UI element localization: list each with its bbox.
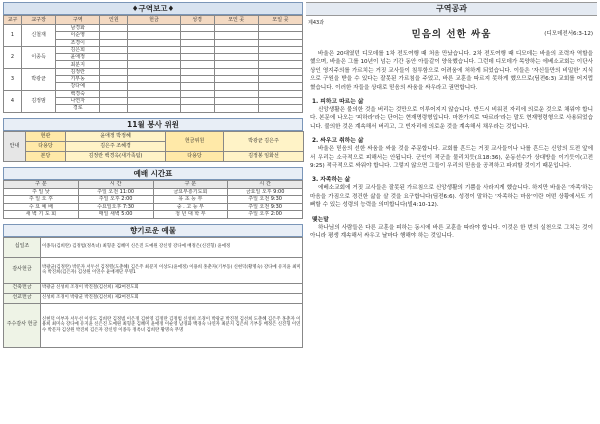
hall-tag: 다용당	[26, 141, 66, 151]
table-cell: 주일 오전 11:00	[78, 188, 153, 196]
offering-names: 박광균 신성희 조경이 박진철(김선희) 제2여전도회	[41, 283, 303, 293]
entrance-names: 윤애정 박정혜	[66, 131, 166, 141]
offering-names: 신현덕 이부자 서두선 이상도 김희란 김정범 이은정 김현영 김정란 김정범 신성희 조경이 박광균 박진철 김선희 도춘혜 김은주 홍춘자 이용희 최미숙 강다예 유지윤 신은진 도예원 최형준 김혜미 윤애정 이순영 남경화 백경숙 나연자 최분지 김은희 기부동 배정은 신진형 이연수 박문자 김상원 박진희 김은자 강신영 이종득 정옥녀 김희란 황명숙 무명	[41, 303, 303, 347]
lesson-body	[306, 50, 597, 241]
hall-duty-label: 다용당	[166, 151, 224, 161]
column-header: 구 분	[4, 180, 79, 188]
table-cell: 새 벽 기 도 회	[4, 211, 79, 219]
left-column	[3, 2, 303, 422]
worship-schedule-table	[3, 180, 303, 219]
offerings-title: 향기로운 예물	[3, 224, 303, 237]
district-name: 이순영	[56, 32, 100, 39]
parish-number: 4	[4, 90, 22, 112]
section-paragraph: 신앙생활은 불의한 것을 버리는 것만으로 이루어지지 않습니다. 반드시 비워진 자리에 의로운 것으로 채워야 합니다. 본문에 나오는 '피하라'라는 단어는 현재명령형입니다. 마찬가지로 '따르라'라는 말도 현재명령형으로 사용되었습니다. 불의한 것은 계속해서 버리고, 그 빈자리에 의로운 것을 계속해서 채우라는 것입니다.	[310, 107, 593, 130]
table-row	[4, 237, 303, 257]
table-row	[4, 211, 303, 219]
district-name: 강다예	[56, 83, 100, 90]
table-cell: 유 초 등 부	[153, 196, 228, 204]
table-cell: 매일 새벽 5:00	[78, 211, 153, 219]
hall-names: 김은주 조혜경	[66, 141, 166, 151]
offerings-table	[3, 237, 303, 348]
table-cell: 수 요 예 배	[4, 203, 79, 211]
table-cell: 주일 오후 2:00	[78, 196, 153, 204]
table-cell: 주일 오후 2:00	[228, 211, 303, 219]
table-row	[4, 151, 304, 161]
offering-names: 박광균(김정란) 박문자 서두선 김정렬(도춘혜) 김은주 최분지 이상도(윤애정) 이용희 홍춘자(기부동) 신현덕(황명숙) 강다예 유지윤 최미숙 박진희(김은자) 김상원 이연수 윤애재단 무명1	[41, 257, 303, 283]
district-report-title: ♦구역보고♦	[3, 2, 303, 15]
offering-names: 이종득(김희란) 김정범(정옥녀) 최형준 김혜미 신은진 도예원 강신영 강다예 배정은(신진형) 윤애정	[41, 237, 303, 257]
table-row	[4, 90, 303, 97]
district-name: 김정란	[56, 68, 100, 75]
table-row	[4, 188, 303, 196]
district-name: 남경화	[56, 25, 100, 32]
parish-number: 3	[4, 68, 22, 90]
offering-committee-label: 헌금위원	[166, 131, 224, 151]
right-column	[306, 2, 597, 422]
parish-leader: 신철재	[22, 25, 56, 47]
table-row	[4, 68, 303, 75]
table-row	[4, 257, 303, 283]
header-district: 구역	[56, 16, 100, 25]
table-row	[4, 293, 303, 303]
entrance-tag: 현관	[26, 131, 66, 141]
table-cell: 주 일 오 후	[4, 196, 79, 204]
offering-category: 건축헌금	[4, 283, 41, 293]
closing-heading: 맺는말	[312, 216, 329, 223]
header-met-place: 모인 곳	[214, 16, 258, 25]
table-cell: 주일 오전 9:30	[228, 196, 303, 204]
parish-leader: 김정범	[22, 90, 56, 112]
section-paragraph: 에베소교회에 거짓 교사들은 잘못된 가르침으로 신앙생활의 기쁨을 사라지게 했습니다. 하지만 바울은 '자족'하는 마음을 가짐으로 경건한 삶을 살 것을 요구합니다(딤전6:6). 성경이 말하는 '자족하는 마음'이란 어떤 상황에서도 기뻐할 수 있는 성령의 능력을 의미합니다(빌4:10-12).	[310, 185, 593, 209]
offering-category: 주수감사 헌금	[4, 303, 41, 347]
column-header: 시 간	[228, 180, 303, 188]
worship-schedule-title: 예배 시간표	[3, 167, 303, 180]
table-cell: 금요일 오후 9:00	[228, 188, 303, 196]
offering-committee-names: 박광균 김은주	[224, 131, 304, 151]
intro-paragraph: 바울은 20대였던 디모데를 1차 전도여행 때 처음 만났습니다. 2차 전도여행 때 디모데는 바울의 조력자 역할을 했으며, 바울은 그를 10년이 넘는 기간 동안 아들같이 양육했습니다. 그런데 디모데가 목양하는 에베소교회는 이단사상인 영지주의를 가르치는 거짓 교사들이 침투함으로 어려움에 처하게 되었습니다. 이들은 '자신들만의 비밀한' 지식으로 구원을 받을 수 있다는 잘못된 가르침을 주었고, 바른 교훈을 따르지 못하게 했으므로(딤전6:3) 교회를 어지럽혔습니다. 이러한 자들을 상대로 믿음의 싸움을 싸우라고 권면합니다.	[310, 51, 593, 91]
district-report-table	[3, 15, 303, 113]
guide-label: 안내	[4, 131, 26, 161]
lesson-banner: 구역공과	[306, 2, 597, 16]
offering-category: 감사헌금	[4, 257, 41, 283]
scripture-reference: (디모데전서6:3-12)	[544, 31, 593, 37]
sanctuary-tag: 본당	[26, 151, 66, 161]
section-heading: 2. 싸우고 취하는 삶	[312, 138, 364, 145]
table-cell: 중 . 고 등 부	[153, 203, 228, 211]
section-heading: 1. 피하고 따르는 삶	[312, 99, 364, 106]
column-header: 시 간	[78, 180, 153, 188]
offering-category: 십일조	[4, 237, 41, 257]
table-row	[4, 283, 303, 293]
header-parish: 교구	[4, 16, 22, 25]
table-row	[4, 25, 303, 32]
lesson-header	[306, 16, 597, 50]
table-row	[4, 196, 303, 204]
table-cell: 수요일오후 7:30	[78, 203, 153, 211]
table-cell: 주 일 낮	[4, 188, 79, 196]
section-paragraph: 바울은 믿음의 선한 싸움을 싸울 것을 주문합니다. 교회를 흔드는 거짓 교사들이나 나를 흔드는 신앙의 도전 앞에서 우리는 소극적으로 피해서는 안됩니다. 군인이 적군을 물리치듯(요18:36), 운동선수가 상대방을 이기듯이(고전9:25) 적극적으로 싸워야 합니다. 그렇지 않으면 그들이 우리의 믿음을 공격하고 파괴할 것이기 때문입니다.	[310, 146, 593, 170]
section-heading: 3. 자족하는 삶	[312, 177, 351, 184]
header-leader: 교구장	[22, 16, 56, 25]
district-name: 경로	[56, 105, 100, 112]
hall-duty-names: 김정봉 임화선	[224, 151, 304, 161]
header-bible: 성경	[180, 16, 214, 25]
lesson-title: 믿음의 선한 싸움	[411, 29, 492, 40]
offering-category: 선교헌금	[4, 293, 41, 303]
district-name: 백경숙	[56, 90, 100, 97]
table-header-row	[4, 180, 303, 188]
district-name: 김은희	[56, 46, 100, 53]
table-row	[4, 303, 303, 347]
district-name: 최분지	[56, 61, 100, 68]
district-name: 윤애정	[56, 54, 100, 61]
header-count: 인원	[100, 16, 128, 25]
table-row	[4, 46, 303, 53]
offering-names: 신성희 조경이 박광균 박진철(김선희) 제2여전도회	[41, 293, 303, 303]
closing-paragraph: 하나님의 사람들은 다른 교훈을 피하는 동시에 바른 교훈을 따라야 합니다. 이것은 한 번의 실천으로 그치는 것이 아니라 평생 계속해서 싸우고 날마다 행해야 하는 것입니다.	[310, 224, 593, 240]
header-offering: 헌금	[128, 16, 180, 25]
lesson-number: 제43과	[308, 20, 325, 26]
header-next-place: 모일 곳	[258, 16, 302, 25]
table-row	[4, 131, 304, 141]
parish-leader: 박광균	[22, 68, 56, 90]
table-cell: 금요부흥기도회	[153, 188, 228, 196]
table-cell: 청 년 대 학 부	[153, 211, 228, 219]
service-committee-table	[3, 131, 304, 162]
district-name: 조경이	[56, 39, 100, 46]
parish-number: 2	[4, 46, 22, 68]
service-committee-title: 11월 봉사 위원	[3, 118, 303, 131]
sanctuary-names: 김정란 백경옥(새가족팀)	[66, 151, 166, 161]
district-name: 기부동	[56, 76, 100, 83]
column-header: 구 분	[153, 180, 228, 188]
district-name: 나연자	[56, 97, 100, 104]
table-cell: 주일 오전 9:30	[228, 203, 303, 211]
table-row	[4, 203, 303, 211]
parish-leader: 이종득	[22, 46, 56, 68]
parish-number: 1	[4, 25, 22, 47]
report-header-row	[4, 16, 303, 25]
